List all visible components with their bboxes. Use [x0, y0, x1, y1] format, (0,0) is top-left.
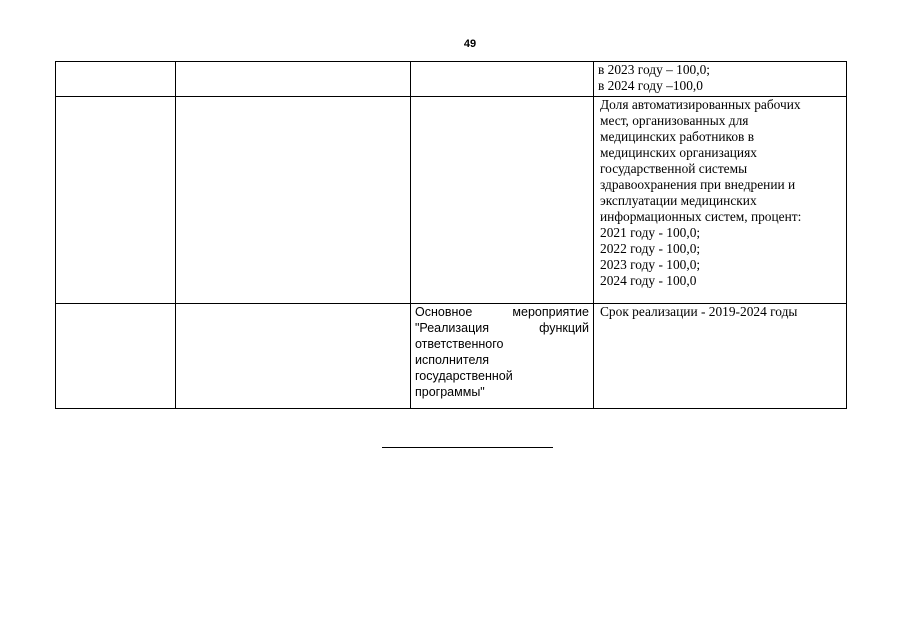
table-cell-col2	[176, 97, 411, 304]
indicator-line: медицинских работников в	[600, 129, 755, 144]
table-cell-col4	[594, 304, 847, 409]
indicator-line: Доля автоматизированных рабочих	[600, 97, 801, 112]
table-cell-col1	[56, 97, 176, 304]
table-row	[56, 304, 847, 409]
activity-line: программы"	[415, 385, 485, 399]
table-cell-col1	[56, 304, 176, 409]
table-cell-col2	[176, 304, 411, 409]
page-number: 49	[463, 38, 477, 50]
activity-line: государственной	[415, 369, 513, 383]
table-row	[56, 97, 847, 304]
indicator-line: эксплуатации медицинских	[600, 193, 757, 208]
indicator-line: 2024 году - 100,0	[600, 273, 697, 288]
indicator-line: Срок реализации - 2019-2024 годы	[600, 304, 798, 319]
table-cell-col4	[594, 97, 847, 304]
indicator-line: здравоохранения при внедрении и	[600, 177, 796, 192]
activity-line: "Реализация функций	[415, 321, 589, 335]
activity-line: Основное мероприятие	[415, 305, 589, 319]
table-cell-col4	[594, 62, 847, 97]
indicator-line: медицинских организациях	[600, 145, 757, 160]
indicator-line: в 2024 году –100,0	[598, 78, 703, 93]
table-cell-col3	[411, 62, 594, 97]
table-cell-col2	[176, 62, 411, 97]
activity-line: исполнителя	[415, 353, 490, 367]
indicator-line: 2022 году - 100,0;	[600, 241, 701, 256]
indicator-line: 2023 году - 100,0;	[600, 257, 701, 272]
table-row	[56, 62, 847, 97]
footer-divider	[382, 447, 553, 448]
indicator-line: государственной системы	[600, 161, 748, 176]
table-cell-col1	[56, 62, 176, 97]
table-cell-col3	[411, 97, 594, 304]
indicator-line: 2021 году - 100,0;	[600, 225, 701, 240]
indicator-line: информационных систем, процент:	[600, 209, 802, 224]
indicator-line: мест, организованных для	[600, 113, 749, 128]
indicator-line: в 2023 году – 100,0;	[598, 62, 711, 77]
program-table	[55, 61, 847, 409]
activity-line: ответственного	[415, 337, 504, 351]
table-cell-col3	[411, 304, 594, 409]
